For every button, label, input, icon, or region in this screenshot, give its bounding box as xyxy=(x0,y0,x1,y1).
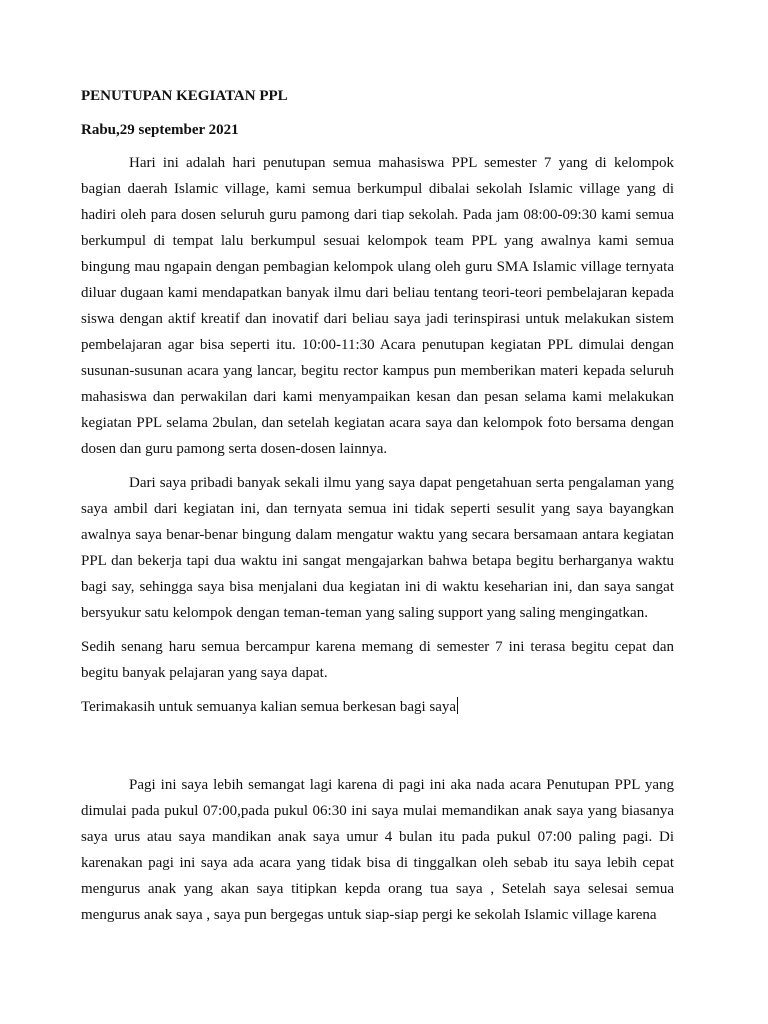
text-cursor xyxy=(457,697,458,714)
paragraph-5: Pagi ini saya lebih semangat lagi karena di pagi ini aka nada acara Penutupan PPL yang dimulai pada pukul 07:00,pada pukul 06:30 ini saya mulai memandikan anak saya yang biasanya saya urus atau saya mandikan anak saya umur 4 bulan itu pada pukul 07:00 paling pagi. Di karenakan pagi ini saya ada acara yang tidak bisa di tinggalkan oleh sebab itu saya lebih cepat mengurus anak yang akan saya titipkan kepda orang tua saya , Setelah saya selesai semua mengurus anak saya , saya pun bergegas untuk siap-siap pergi ke sekolah Islamic village karena xyxy=(81,777,674,923)
document-page xyxy=(81,86,674,928)
paragraph-3: Sedih senang haru semua bercampur karena memang di semester 7 ini terasa begitu cepat dan begitu banyak pelajaran yang saya dapat. xyxy=(81,639,674,681)
document-title: PENUTUPAN KEGIATAN PPL xyxy=(81,88,288,104)
paragraph-4[interactable] xyxy=(81,694,674,720)
paragraph-4-text: Terimakasih untuk semuanya kalian semua berkesan bagi saya xyxy=(81,699,457,715)
paragraph-2: Dari saya pribadi banyak sekali ilmu yang saya dapat pengetahuan serta pengalaman yang saya ambil dari kegiatan ini, dan ternyata semua ini tidak seperti sesulit yang saya bayangkan awalnya saya benar-benar bingung dalam mengatur waktu yang secara bersamaan antara kegiatan PPL dan bekerja tapi dua waktu ini sangat mengajarkan bahwa betapa begitu berharganya waktu bagi say, sehingga saya bisa menjalani dua kegiatan ini di waktu keseharian ini, dan saya sangat bersyukur satu kelompok dengan teman-teman yang saling support yang saling mengingatkan. xyxy=(81,475,674,621)
document-date: Rabu,29 september 2021 xyxy=(81,122,239,138)
paragraph-1: Hari ini adalah hari penutupan semua mahasiswa PPL semester 7 yang di kelompok bagian daerah Islamic village, kami semua berkumpul dibalai sekolah Islamic village yang di hadiri oleh para dosen seluruh guru pamong dari tiap sekolah. Pada jam 08:00-09:30 kami semua berkumpul di tempat lalu berkumpul sesuai kelompok team PPL yang awalnya kami semua bingung mau ngapain dengan pembagian kelompok ulang oleh guru SMA Islamic village ternyata diluar dugaan kami mendapatkan banyak ilmu dari beliau tentang teori-teori pembelajaran kepada siswa dengan aktif kreatif dan inovatif dari beliau saya jadi terinspirasi untuk melakukan sistem pembelajaran agar bisa seperti itu. 10:00-11:30 Acara penutupan kegiatan PPL dimulai dengan susunan-susunan acara yang lancar, begitu rector kampus pun memberikan materi kepada seluruh mahasiswa dan perwakilan dari kami menyampaikan kesan dan pesan selama kami melakukan kegiatan PPL selama 2bulan, dan setelah kegiatan acara saya dan kelompok foto bersama dengan dosen dan guru pamong serta dosen-dosen lainnya. xyxy=(81,155,674,457)
